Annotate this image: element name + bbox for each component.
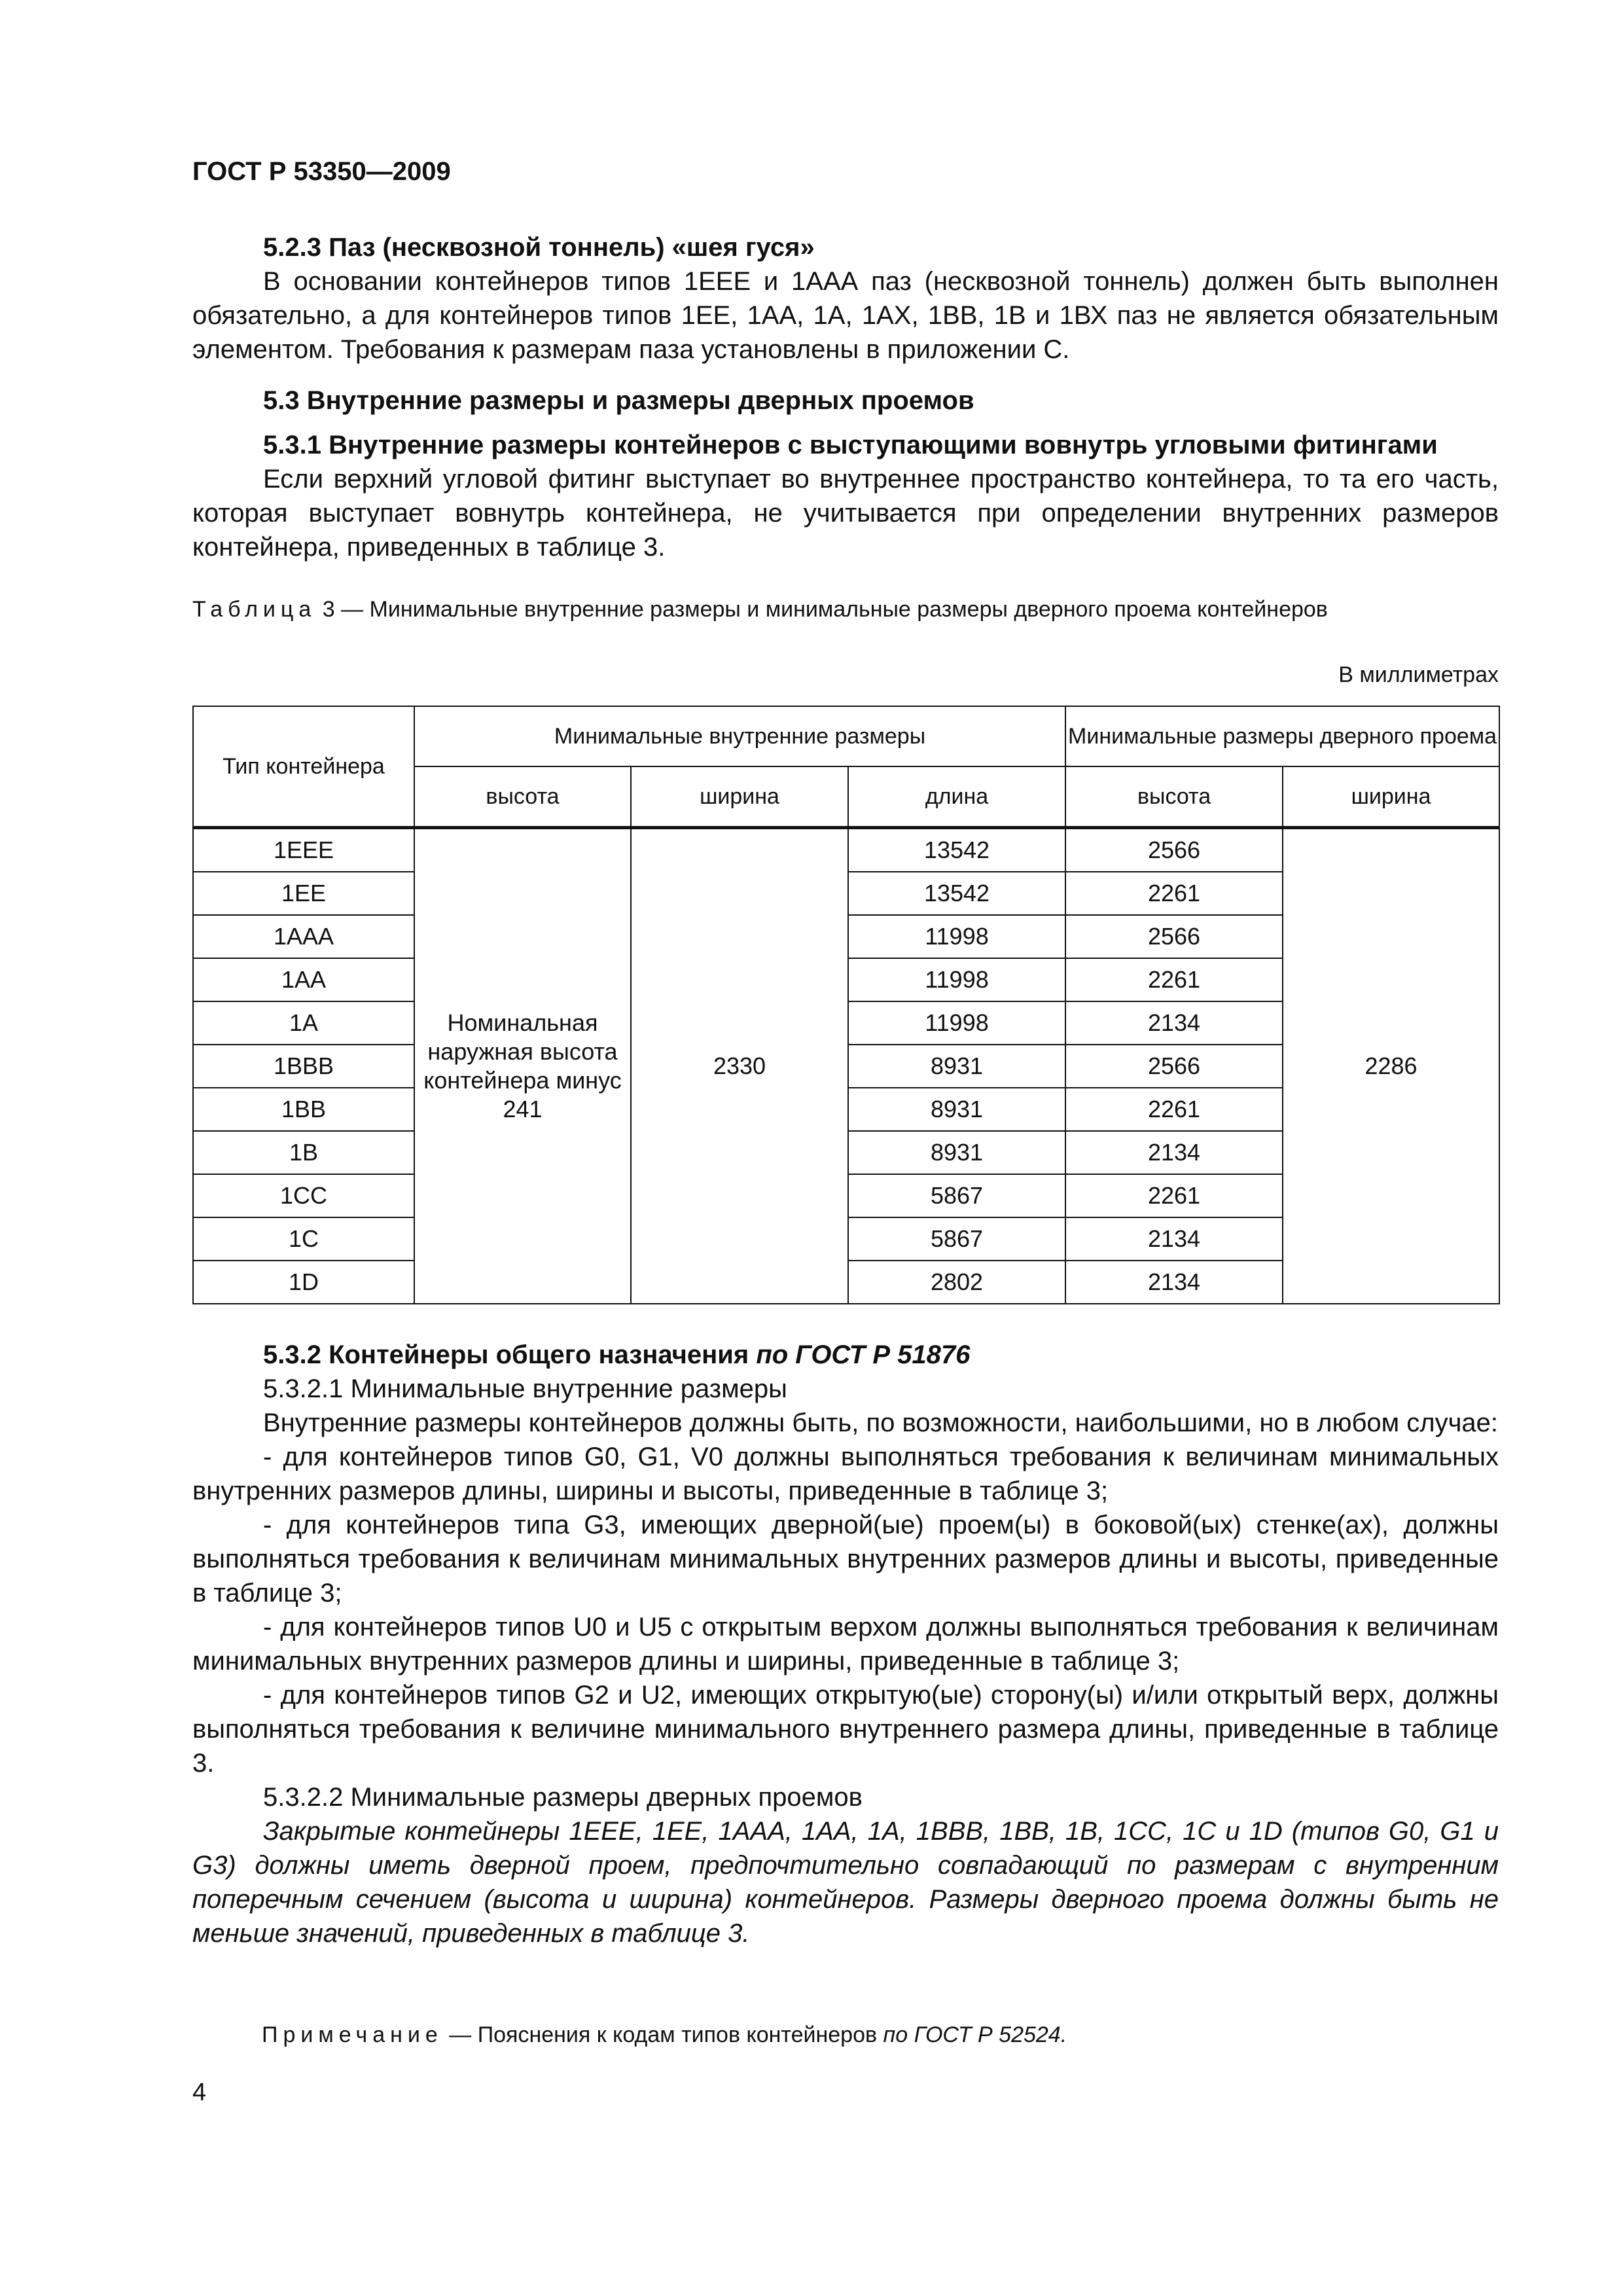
cell-length: 11998: [848, 1001, 1065, 1045]
subsection-heading: 5.3.2.2 Минимальные размеры дверных проемов: [263, 1783, 863, 1812]
cell-type: 1В: [193, 1131, 414, 1174]
cell-door-height: 2566: [1065, 1045, 1283, 1088]
header-container-type: Тип контейнера: [193, 706, 414, 828]
cell-door-height: 2261: [1065, 958, 1283, 1001]
cell-door-height: 2134: [1065, 1131, 1283, 1174]
cell-length: 8931: [848, 1045, 1065, 1088]
list-item: - для контейнеров типов G2 и U2, имеющих открытую(ые) сторону(ы) и/или открытый верх, должны выполняться требования к величине минимального внутреннего размера длины, приведенные в таблице 3.: [192, 1681, 1499, 1778]
cell-length: 8931: [848, 1131, 1065, 1174]
cell-door-height: 2134: [1065, 1261, 1283, 1304]
subsection-heading: 5.3.2.1 Минимальные внутренние размеры: [263, 1374, 787, 1403]
cell-type: 1ЕЕ: [193, 872, 414, 915]
cell-type: 1ВВВ: [193, 1045, 414, 1088]
header-internal-dimensions: Минимальные внутренние размеры: [414, 706, 1065, 766]
section-heading-reference: по ГОСТ Р 51876: [756, 1340, 971, 1369]
section-heading: 5.3.1 Внутренние размеры контейнеров с выступающими вовнутрь угловыми фитингами: [263, 431, 1438, 459]
section-heading: 5.2.3 Паз (несквозной тоннель) «шея гуся»: [263, 233, 815, 262]
cell-length: 11998: [848, 915, 1065, 958]
cell-length: 8931: [848, 1088, 1065, 1131]
section-heading-main: 5.3.2 Контейнеры общего назначения: [263, 1340, 757, 1369]
dimensions-table: [192, 706, 1500, 1304]
cell-door-height: 2261: [1065, 872, 1283, 915]
paragraph: В основании контейнеров типов 1ЕЕЕ и 1ААА паз (несквозной тоннель) должен быть выполнен обязательно, а для контейнеров типов 1ЕЕ, 1АА, 1А, 1АХ, 1ВВ, 1В и 1ВХ паз не является обязательным элементом. Требования к размерам паза установлены в приложении С.: [192, 267, 1499, 364]
list-item: - для контейнеров типов G0, G1, V0 должны выполняться требования к величинам минимальных внутренних размеров длины, ширины и высоты, приведенные в таблице 3;: [192, 1443, 1499, 1505]
note-text: — Пояснения к кодам типов контейнеров: [442, 2022, 883, 2047]
cell-door-height: 2134: [1065, 1001, 1283, 1045]
cell-type: 1С: [193, 1217, 414, 1261]
cell-type: 1ВВ: [193, 1088, 414, 1131]
cell-height-merged: Номинальная наружная высота контейнера минус 241: [414, 828, 631, 1304]
cell-door-width-merged: 2286: [1283, 828, 1499, 1304]
note-reference: по ГОСТ Р 52524.: [883, 2022, 1067, 2047]
table-caption-label: Таблица: [192, 597, 317, 622]
document-header: ГОСТ Р 53350—2009: [192, 157, 451, 186]
cell-length: 11998: [848, 958, 1065, 1001]
section-5-2-3: [192, 230, 1499, 367]
note: [262, 2022, 1067, 2048]
paragraph: Если верхний угловой фитинг выступает во внутреннее пространство контейнера, то та его часть, которая выступает вовнутрь контейнера, не учитывается при определении внутренних размеров контейнера, приведенных в таблице 3.: [192, 465, 1499, 562]
section-5-3-2: [192, 1338, 1499, 1950]
cell-type: 1СС: [193, 1174, 414, 1217]
cell-length: 2802: [848, 1261, 1065, 1304]
section-heading: [192, 1338, 1499, 1372]
header-height: высота: [414, 766, 631, 828]
section-5-3-1: [192, 428, 1499, 564]
table-units: В миллиметрах: [1338, 662, 1499, 687]
paragraph: Внутренние размеры контейнеров должны быть, по возможности, наибольшими, но в любом случае:: [263, 1408, 1499, 1437]
cell-type: 1ААА: [193, 915, 414, 958]
header-door-height: высота: [1065, 766, 1283, 828]
table-caption: [192, 597, 1328, 622]
page-number: 4: [192, 2079, 207, 2106]
cell-type: 1А: [193, 1001, 414, 1045]
list-item: - для контейнеров типов U0 и U5 с открытым верхом должны выполняться требования к величинам минимальных внутренних размеров длины и ширины, приведенные в таблице 3;: [192, 1613, 1499, 1676]
note-label: Примечание: [262, 2022, 443, 2047]
cell-length: 5867: [848, 1174, 1065, 1217]
cell-type: 1АА: [193, 958, 414, 1001]
cell-door-height: 2261: [1065, 1088, 1283, 1131]
cell-width-merged: 2330: [631, 828, 848, 1304]
cell-length: 5867: [848, 1217, 1065, 1261]
header-length: длина: [848, 766, 1065, 828]
header-door-dimensions: Минимальные размеры дверного проема: [1065, 706, 1499, 766]
cell-door-height: 2261: [1065, 1174, 1283, 1217]
cell-type: 1ЕЕЕ: [193, 828, 414, 872]
table-row: [193, 828, 1499, 872]
cell-door-height: 2566: [1065, 915, 1283, 958]
cell-length: 13542: [848, 872, 1065, 915]
cell-door-height: 2134: [1065, 1217, 1283, 1261]
section-heading: 5.3 Внутренние размеры и размеры дверных проемов: [263, 386, 974, 415]
cell-length: 13542: [848, 828, 1065, 872]
header-width: ширина: [631, 766, 848, 828]
cell-door-height: 2566: [1065, 828, 1283, 872]
section-5-3: [192, 384, 1499, 418]
cell-type: 1D: [193, 1261, 414, 1304]
table-caption-text: 3 — Минимальные внутренние размеры и минимальные размеры дверного проема контейнеров: [316, 597, 1328, 622]
paragraph: Закрытые контейнеры 1ЕЕЕ, 1ЕЕ, 1ААА, 1АА, 1А, 1ВВВ, 1ВВ, 1В, 1СС, 1С и 1D (типов G0, G1 и G3) должны иметь дверной проем, предпочтительно совпадающий по размерам с внутренним поперечным сечением (высота и ширина) контейнеров. Размеры дверного проема должны быть не меньше значений, приведенных в таблице 3.: [192, 1817, 1499, 1948]
header-door-width: ширина: [1283, 766, 1499, 828]
list-item: - для контейнеров типа G3, имеющих дверной(ые) проем(ы) в боковой(ых) стенке(ах), должны выполняться требования к величинам минимальных внутренних размеров длины и высоты, приведенные в таблице 3;: [192, 1511, 1499, 1607]
